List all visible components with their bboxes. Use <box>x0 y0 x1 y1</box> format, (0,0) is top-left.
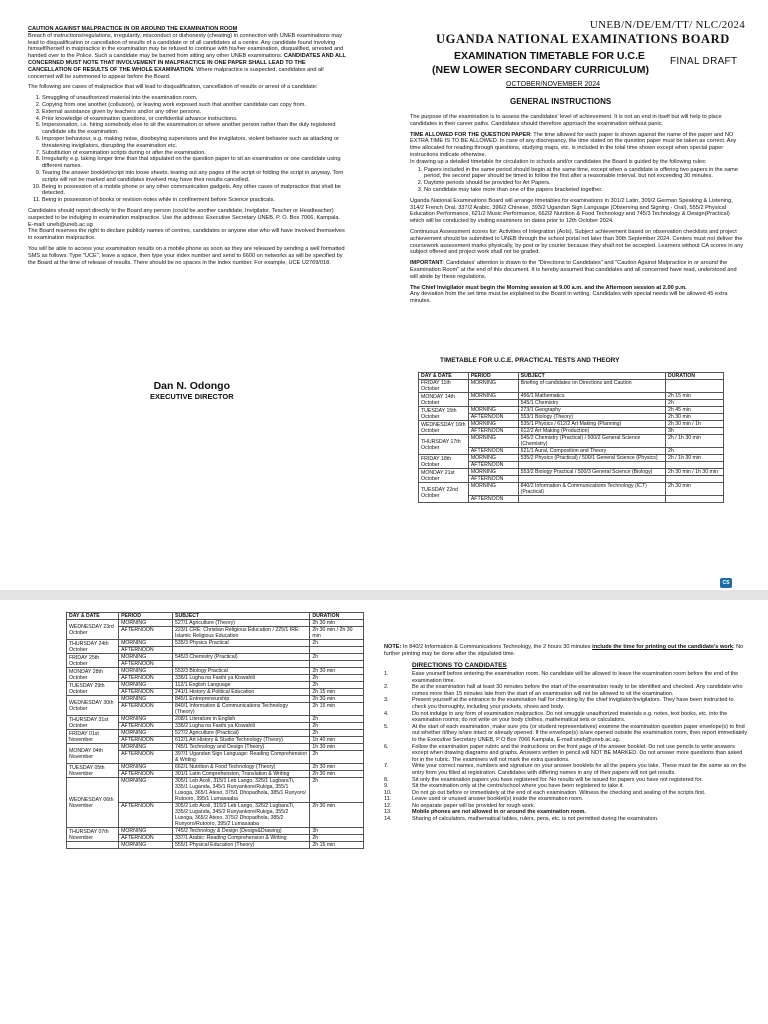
day-date-cell: MONDAY 21st October <box>419 469 469 483</box>
general-instructions-title: GENERAL INSTRUCTIONS <box>510 97 612 106</box>
period-cell: AFTERNOON <box>119 771 173 778</box>
malpractice-lead: The following are cases of malpractice that will lead to disqualification, cancellation of results or arrest of a candidate: <box>28 84 318 91</box>
duration-cell: 2h <box>310 716 364 723</box>
duration-cell: 2h 30 min <box>310 803 364 828</box>
direction-text: Mobile phones are not allowed in or around the examination room. <box>412 809 586 816</box>
day-date-cell: MONDAY 14th October <box>419 393 469 407</box>
direction-text: Sharing of calculators, mathematical tables, rulers, pens, etc. is not permitted during the examination. <box>412 816 659 823</box>
subject-cell <box>172 661 309 668</box>
malpractice-cases <box>28 95 350 204</box>
day-date-cell: MONDAY 28th October <box>67 668 119 682</box>
table-row <box>67 842 364 849</box>
malpractice-case: 10. Being in possession of a mobile phone or any other communication gadgets. Any other cases of malpractice that shall be detected. <box>42 184 350 198</box>
duration-cell: 2h 30 min <box>666 483 724 496</box>
day-date-cell: TUESDAY 22nd October <box>419 483 469 503</box>
table-row <box>67 778 364 803</box>
period-cell: MORNING <box>119 842 173 849</box>
table-row <box>67 696 364 703</box>
direction-text: Do not go out before or immediately at the end of each examination. Witness the checking and sealing of the scripts first. <box>412 789 706 796</box>
period-cell: MORNING <box>468 380 518 393</box>
column-header: SUBJECT <box>172 613 309 620</box>
duration-cell: 2h 30 min <box>310 620 364 627</box>
table-row <box>419 435 724 448</box>
direction-text: Sit the examination only at the centre/school where you have been registered to take it. <box>412 783 624 790</box>
period-cell: AFTERNOON <box>119 689 173 696</box>
table-header-row <box>67 613 364 620</box>
duration-cell: 2h <box>310 835 364 842</box>
period-cell: MORNING <box>468 483 518 496</box>
period-cell: AFTERNOON <box>119 647 173 654</box>
table-row <box>67 654 364 661</box>
timetable-rules <box>410 167 745 194</box>
duration-cell: 2h 15 min <box>310 689 364 696</box>
malpractice-title: CAUTION AGAINST MALPRACTICE IN OR AROUND THE EXAMINATION ROOM <box>28 26 238 32</box>
duration-cell: 2h <box>310 640 364 647</box>
subject-cell: 545/3 Chemistry (Practical) <box>172 654 309 661</box>
duration-cell: 2h <box>310 723 364 730</box>
day-date-cell: FRIDAY 18th October <box>419 455 469 469</box>
direction-item <box>384 809 748 816</box>
column-header: PERIOD <box>119 613 173 620</box>
table-row <box>419 421 724 428</box>
important-text: IMPORTANT: Candidates' attention is drawn to the "Directions to Candidates" and "Caution Against Malpractice in or around the Examination Room" at the end of this document. It is hereby assumed that candidates and all concerned have read, understood and will abide by these regulations. <box>410 260 737 280</box>
day-date-cell: WEDNESDAY 30th October <box>67 696 119 716</box>
duration-cell: 2h <box>666 448 724 455</box>
malpractice-intro: Breach of instructions/regulations, irregularity, misconduct or dishonesty (cheating) in connection with UNEB examinations may lead to disqualification or cancellation of results of a candidate or of all candidates at a centre. Any candidate found involving himself/herself in malpractice in the examination may be refused to continue with his/her examination, disqualified, arrested and handed over to the Police. Such a candidate may be barred from sitting any other UNEB examinations. CANDIDATES AND ALL CONCERNED MUST NOTE THAT INVOLVEMENT IN MALPRACTICE IN ONE PAPER SHALL LEAD TO THE CANCELLATION OF RESULTS OF THE WHOLE EXAMINATION. Where malpractice is suspected, candidates and all concerned will be summoned to appear before the Board. <box>28 32 346 80</box>
subject-cell: Briefing of candidates on Directions and Caution <box>518 380 665 393</box>
column-header: DAY & DATE <box>67 613 119 620</box>
subject-cell: 840/1 Information & Communications Technology (Theory) <box>172 703 309 716</box>
page-divider <box>0 590 768 600</box>
exam-session: OCTOBER/NOVEMBER 2024 <box>506 81 601 88</box>
general-instructions <box>410 114 745 309</box>
direction-item <box>384 684 748 697</box>
subject-cell: 840/2 Information & Communications Technology (ICT) (Practical) <box>518 483 665 496</box>
duration-cell <box>666 380 724 393</box>
subject-cell: 273/1 Geography <box>518 407 665 414</box>
period-cell: AFTERNOON <box>119 723 173 730</box>
duration-cell: 2h <box>310 730 364 737</box>
period-cell: AFTERNOON <box>468 496 518 503</box>
malpractice-case: 8. Irregularity e.g. taking longer time than that stipulated on the question paper to sit an examination or one candidate using different names. <box>42 156 350 170</box>
table-row <box>67 828 364 835</box>
direction-item <box>384 697 748 710</box>
direction-text: Ease yourself before entering the examination room. No candidate will be allowed to leave the examination room before the end of the examination time. <box>412 671 739 684</box>
draft-status: FINAL DRAFT <box>670 56 738 67</box>
duration-cell <box>666 476 724 483</box>
day-date-cell: FRIDAY 01st November <box>67 730 119 744</box>
period-cell: MORNING <box>468 435 518 448</box>
period-cell <box>468 400 518 407</box>
subject-cell <box>518 496 665 503</box>
period-cell: AFTERNOON <box>468 462 518 469</box>
duration-cell: 2h 45 min <box>666 407 724 414</box>
duration-cell <box>666 462 724 469</box>
malpractice-case: 3. External assistance given by teachers and/or any other persons. <box>42 109 350 116</box>
day-date-cell: TUESDAY 29th October <box>67 682 119 696</box>
subject-cell: 223/1 CRE: Christian Religious Education / 225/1 IRE: Islamic Religious Education <box>172 627 309 640</box>
document-code: UNEB/N/DE/EM/TT/ NLC/2024 <box>589 19 745 31</box>
period-cell: MORNING <box>468 469 518 476</box>
subject-cell: 305/1 Leb Acoli, 315/1 Leb Lango, 325/1 LugbaraTi, 335/1 Luganda, 345/1 Runyankore/Rukiga, 355/1 Lusoga, 365/1 Ateso, 375/1 Dhopadhola, 385/1 Runyoro/ Rutooro, 395/1 Lumasaaba <box>172 778 309 803</box>
subject-cell: 241/1 History & Political Education <box>172 689 309 696</box>
day-date-cell <box>67 842 119 849</box>
malpractice-case: 11. Being in possession of books or revision notes while in confinement before Science practicals. <box>42 197 350 204</box>
day-date-cell: WEDNESDAY 23rd October <box>67 620 119 640</box>
table-row <box>67 682 364 689</box>
table-row <box>67 764 364 771</box>
direction-number: 13. <box>384 809 392 816</box>
direction-item <box>384 816 748 823</box>
theory-timetable <box>66 612 364 849</box>
period-cell: AFTERNOON <box>119 737 173 744</box>
malpractice-case: 7. Substitution of examination scripts during or after the examination. <box>42 150 350 157</box>
direction-item <box>384 744 748 764</box>
signature-block <box>150 380 234 401</box>
rules-lead: In drawing up a detailed timetable for circulation to schools and/or candidates the Board is guided by the following rules: <box>410 158 707 165</box>
direction-item <box>384 783 748 790</box>
malpractice-case: 1. Smuggling of unauthorized material into the examination room. <box>42 95 350 102</box>
period-cell: AFTERNOON <box>119 661 173 668</box>
subject-cell: 305/2 Leb Acoli, 315/2 Leb Lango, 325/2 LugbaraTi, 335/2 Luganda, 345/2 Runyankore/Rukiga, 355/2 Lusoga, 365/2 Ateso, 375/2 Dhopadhola, 385/2 Runyoro/Rutooro, 395/2 Lumasaaba <box>172 803 309 828</box>
duration-cell: 2h <box>310 675 364 682</box>
malpractice-case: 2. Copying from one another (collusion), or leaving work exposed such that another candidate can copy from. <box>42 102 350 109</box>
direction-text: Sit only the examination papers you have registered for. No results will be issued for papers you have not registered for. <box>412 776 703 783</box>
report-email: E-mail: uneb@uneb.ac.ug <box>28 221 93 228</box>
duration-cell: 2h <box>666 400 724 407</box>
period-cell: MORNING <box>468 407 518 414</box>
direction-text: Follow the examination paper rubric and the instructions on the front page of the answer booklet. Do not use pencils to write answers except when drawing diagrams and graphs. Answers written in pencil will NOT BE MARKED. Do not answer more questions than asked for in the rubric. The examiners will not mark the extra questions. <box>412 743 743 763</box>
period-cell: MORNING <box>119 716 173 723</box>
malpractice-case: 6. Improper behaviour, e.g. making noise, disobeying supervisors and the invigilators, violent behavior such as attacking or threatening invigilators, disrupting the examination etc. <box>42 136 350 150</box>
day-date-cell: THURSDAY 31st October <box>67 716 119 730</box>
direction-number: 3. <box>384 697 389 704</box>
direction-item <box>384 777 748 784</box>
subject-cell: 337/1 Arabic: Reading Comprehension & Writing <box>172 835 309 842</box>
directions-list <box>384 671 748 823</box>
duration-cell: 2h 15 min <box>666 393 724 400</box>
practical-timetable <box>418 372 724 503</box>
board-name: UGANDA NATIONAL EXAMINATIONS BOARD <box>436 32 730 46</box>
direction-item <box>384 803 748 810</box>
period-cell: MORNING <box>119 696 173 703</box>
malpractice-section <box>28 26 350 270</box>
subject-cell <box>518 476 665 483</box>
direction-item <box>384 671 748 684</box>
period-cell: MORNING <box>468 455 518 462</box>
duration-cell: 2h 15 min <box>310 703 364 716</box>
subject-cell <box>518 462 665 469</box>
duration-cell <box>310 647 364 654</box>
subject-cell: 336/1 Lugha na Fasihi ya Kiswahili <box>172 675 309 682</box>
day-date-cell: THURSDAY 17th October <box>419 435 469 455</box>
direction-item <box>384 763 748 776</box>
duration-cell: 2h 30 min <box>666 414 724 421</box>
duration-cell: 2h 30 min <box>310 771 364 778</box>
subject-cell: 397/1 Ugandan Sign Language: Reading Comprehension & Writing <box>172 751 309 764</box>
table-row <box>419 407 724 414</box>
duration-cell: 2h 30 min / 1h 30 min <box>666 469 724 476</box>
duration-cell: 1h 40 min <box>310 737 364 744</box>
table-row <box>419 393 724 400</box>
subject-cell: 621/1 Aural, Composition and Theory <box>518 448 665 455</box>
duration-cell: 2h 30 min <box>310 668 364 675</box>
subject-cell: 301/1 Latin Comprehension, Translation & Writing <box>172 771 309 778</box>
curriculum-title: (NEW LOWER SECONDARY CURRICULUM) <box>432 64 649 76</box>
subject-cell: 112/1 English Language <box>172 682 309 689</box>
column-header: DAY & DATE <box>419 373 469 380</box>
period-cell: MORNING <box>119 682 173 689</box>
duration-cell: 2h / 1h 30 min <box>666 435 724 448</box>
period-cell: AFTERNOON <box>119 627 173 640</box>
session-times: The Chief Invigilator must begin the Morning session at 9.00 a.m. and the Afternoon session at 2.00 p.m. <box>410 284 687 291</box>
direction-text: Be at the examination hall at least 30 minutes before the start of the examination ready to be identified and checked. Any candidate who comes more than 15 minutes late from the start of an examination will not be allowed to sit the examination. <box>412 684 743 697</box>
duration-cell: 2h 30 min / 2h 30 min <box>310 627 364 640</box>
table-row <box>67 744 364 751</box>
direction-number: 5. <box>384 723 389 730</box>
table-row <box>67 716 364 723</box>
period-cell: AFTERNOON <box>119 835 173 842</box>
direction-number: 6. <box>384 743 389 750</box>
purpose-text: The purpose of the examination is to assess the candidates' level of achievement. It is not an end in itself but will help to place candidates in their career paths. Candidates should therefore approach the examination without panic. <box>410 114 722 127</box>
day-date-cell: THURSDAY 24th October <box>67 640 119 654</box>
subject-cell: 535/3 Physics Practical <box>172 640 309 647</box>
duration-cell: 2h 15 min <box>310 842 364 849</box>
period-cell: MORNING <box>119 778 173 803</box>
duration-cell: 2h / 1h 30 min <box>666 455 724 462</box>
table-row <box>419 469 724 476</box>
table-row <box>419 380 724 393</box>
subject-cell: 336/2 Lugha na Fasihi ya Kiswahili <box>172 723 309 730</box>
column-header: SUBJECT <box>518 373 665 380</box>
period-cell: MORNING <box>119 668 173 675</box>
subject-cell: 612/1 Art History & Studio Technology (Theory) <box>172 737 309 744</box>
subject-cell: 745/1 Technology and Design (Theory) <box>172 744 309 751</box>
day-date-cell: FRIDAY 11th October <box>419 380 469 393</box>
table-row <box>419 455 724 462</box>
direction-text: Write your correct names, numbers and signature on your answer booklets for all the papers you take. These must be the same as on the entry form you filled at registration. Candidates with differing names in any of their papers will not get results. <box>412 763 747 776</box>
direction-item <box>384 790 748 797</box>
period-cell: MORNING <box>468 421 518 428</box>
period-cell: MORNING <box>119 730 173 737</box>
malpractice-case: 9. Tearing the answer booklet/script into loose sheets, tearing out any pages of the script or folding the script in anyway. Torn scripts will not be marked and candidates involved may have their results cancelled. <box>42 170 350 184</box>
visiting-examiners-text: Uganda National Examinations Board will arrange timetables for examinations in 301/2 Latin, 309/2 German Speaking & Listening, 314/2 French Oral, 337/2 Arabic, 396/2 Chinese, 393/2 Ugandan Sign Language (Observing and Signing - Oral), 555/2 Physical Education Performance, 621/2 Music Performance, 662/2 Nutrition & Food Technology and 745/3 Technology & Design(Practical) which will be conducted by visiting examiners on dates prior to 12th October 2024. <box>410 197 733 225</box>
day-date-cell: WEDNESDAY 16th October <box>419 421 469 435</box>
column-header: DURATION <box>310 613 364 620</box>
malpractice-case: 5. Impersonation, i.e. hiring somebody else to sit the examination or where another person rather than the duly registered candidate sits the examination. <box>42 122 350 136</box>
subject-cell: 845/1 Entrepreneurship <box>172 696 309 703</box>
direction-number: 14. <box>384 816 392 823</box>
direction-text: At the start of each examination, make sure you (or student representatives) examine the examination question paper envelope(s) to find out whether it/they is/are intact or already opened. If the envelope(s) is/are opened outside the examination room, then report immediately to the Executive Secretary UNEB, P O Box 7066 Kampala, E-mail:uneb@uneb.ac.ug. <box>412 723 748 743</box>
day-date-cell: MONDAY 04th November <box>67 744 119 764</box>
direction-number: 11. <box>384 796 392 803</box>
subject-cell: 456/1 Mathematics <box>518 393 665 400</box>
day-date-cell: FRIDAY 25th October <box>67 654 119 668</box>
period-cell: MORNING <box>119 744 173 751</box>
table-row <box>67 620 364 627</box>
subject-cell: 527/2 Agriculture (Practical) <box>172 730 309 737</box>
direction-text: Do not indulge in any form of examination malpractice. Do not smuggle unauthorized materials e.g. notes, text books, etc. into the examination rooms; do not write on your body clothes, mathematical sets or calculators. <box>412 710 728 724</box>
period-cell: MORNING <box>468 393 518 400</box>
duration-cell <box>666 496 724 503</box>
duration-cell: 3h <box>310 828 364 835</box>
sms-text: You will be able to access your examination results on a mobile phone as soon as they are released by sending a well formatted SMS as follows: Type "UCE", leave a space, then type your index number and send to 6600 on networks as will be specified by the Board at the time of release of results. There should be no spaces in the index number. For example, UCE U2769/018. <box>28 245 345 266</box>
period-cell: MORNING <box>119 764 173 771</box>
period-cell: AFTERNOON <box>119 703 173 716</box>
table-row <box>67 668 364 675</box>
period-cell: MORNING <box>119 828 173 835</box>
subject-cell: 545/1 Chemistry <box>518 400 665 407</box>
subject-cell: 553/2 Biology Practical / 500/3 General Science (Biology) <box>518 469 665 476</box>
direction-number: 12. <box>384 802 392 809</box>
period-cell: AFTERNOON <box>119 803 173 828</box>
day-date-cell: THURSDAY 07th November <box>67 828 119 842</box>
timetable-rule: 3. No candidate may take more than one of the papers bracketed together. <box>424 187 745 194</box>
column-header: DURATION <box>666 373 724 380</box>
period-cell: AFTERNOON <box>119 675 173 682</box>
direction-number: 1. <box>384 671 389 677</box>
subject-cell: 208/1 Literature in English <box>172 716 309 723</box>
ict-note: NOTE: In 840/2 Information & Communications Technology, the 2 hours 30 minutes include the time for printing out the candidate's work. No further printing may be done after the stipulated time. <box>384 644 744 657</box>
subject-cell: 662/1 Nutrition & Food Technology (Theory) <box>172 764 309 771</box>
period-cell: MORNING <box>119 640 173 647</box>
subject-cell: 527/1 Agriculture (Theory) <box>172 620 309 627</box>
day-date-cell: TUESDAY 05th November <box>67 764 119 778</box>
subject-cell: 535/1 Physics / 612/2 Art Making (Planning) <box>518 421 665 428</box>
table-row <box>67 730 364 737</box>
practical-timetable-title: TIMETABLE FOR U.C.E. PRACTICAL TESTS AND THEORY <box>440 357 620 364</box>
direction-number: 4. <box>384 710 389 717</box>
direction-number: 7. <box>384 763 389 770</box>
subject-cell: 555/1 Physical Education (Theory) <box>172 842 309 849</box>
duration-cell: 2h <box>310 751 364 764</box>
direction-number: 8. <box>384 776 389 783</box>
table-row <box>67 640 364 647</box>
direction-item <box>384 711 748 724</box>
day-date-cell: WEDNESDAY 06th November <box>67 778 119 828</box>
malpractice-case: 4. Prior knowledge of examination questions, or confidential advance instructions. <box>42 116 350 123</box>
direction-text: Leave used or unused answer booklet(s) inside the examination room. <box>412 796 584 803</box>
table-header-row <box>419 373 724 380</box>
subject-cell: 612/2 Art Making (Production) <box>518 428 665 435</box>
duration-cell: 3h <box>666 428 724 435</box>
deviation-text: Any deviation from the set time must be explained to the Board in writing. Candidates with special needs will be allowed 45 extra minutes. <box>410 291 728 305</box>
direction-item <box>384 796 748 803</box>
direction-number: 10. <box>384 789 392 796</box>
duration-cell: 2h <box>310 682 364 689</box>
director-name: Dan N. Odongo <box>153 380 231 392</box>
scanner-badge: CS <box>720 578 732 588</box>
subject-cell: 745/2 Technology & Design (Design&Drawing) <box>172 828 309 835</box>
direction-number: 9. <box>384 783 389 790</box>
table-row <box>419 483 724 496</box>
duration-cell: 2h 30 min / 1h <box>666 421 724 428</box>
timetable-rule: 1. Papers included in the same period should begin at the same time, except when a candidate is offering two papers in the same period, the second paper should be timed to follow the first after a reasonable interval, but not exceeding 30 minutes. <box>424 167 745 181</box>
subject-cell: 535/2 Physics (Practical) / 500/1 General Science (Physics) <box>518 455 665 462</box>
direction-text: No separate paper will be provided for rough work. <box>412 802 536 809</box>
duration-cell: 2h <box>310 654 364 661</box>
continuous-assessment-text: Continuous Assessment scores for: Activities of Integration (AoIs), Subject achievement based on observation checklists and project achievement should be submitted to UNEB through the school portal not later than 30th September 2024. Centers must not deliver the coursework assessment marks physically, by post or by courier because they shall not be accepted. Learners without CA scores in any subject offered and project work shall not be graded. <box>410 228 744 256</box>
period-cell: AFTERNOON <box>119 751 173 764</box>
direction-number: 2. <box>384 684 389 691</box>
report-text: Candidates should report directly to the Board any person (could be another candidate, Invigilator, Teacher or Headteacher) suspected to be indulging in examination malpractice. Use the address: Executive Secretary UNEB, P. O. Box 7066, Kampala. <box>28 207 341 221</box>
director-title: EXECUTIVE DIRECTOR <box>150 392 234 401</box>
reserve-text: The Board reserves the right to declare publicly names of centres, candidates or anyone else who will have involved themselves in examination malpractice. <box>28 228 345 242</box>
duration-cell: 2h 30 min <box>310 764 364 771</box>
period-cell: AFTERNOON <box>468 448 518 455</box>
duration-cell <box>310 661 364 668</box>
timetable-rule: 2. Daytime periods should be provided for Art Papers. <box>424 180 745 187</box>
subject-cell: 545/2 Chemistry (Practical) / 500/2 General Science (Chemistry) <box>518 435 665 448</box>
day-date-cell: TUESDAY 15th October <box>419 407 469 421</box>
period-cell: AFTERNOON <box>468 476 518 483</box>
direction-text: Present yourself at the entrance to the examination hall for checking by the chief invigilator/invigilators. They have been instructed to check you thoroughly, including your pockets, shoes and body. <box>412 697 734 710</box>
subject-cell: 553/1 Biology (Theory) <box>518 414 665 421</box>
period-cell: MORNING <box>119 654 173 661</box>
duration-cell: 1h 30 min <box>310 744 364 751</box>
time-allowed-text: TIME ALLOWED FOR THE QUESTION PAPER: The time allowed for each paper is shown against the name of the paper and NO EXTRA TIME IS TO BE ALLOWED. In case of any discrepancy, the time stated on the question paper must be taken as correct. Any time allocated for reading through questions, studying maps, etc. is included in the total time shown except when special paper instructions indicate otherwise. <box>410 131 737 158</box>
period-cell: AFTERNOON <box>468 414 518 421</box>
column-header: PERIOD <box>468 373 518 380</box>
period-cell: AFTERNOON <box>468 428 518 435</box>
subject-cell <box>172 647 309 654</box>
exam-title: EXAMINATION TIMETABLE FOR U.C.E <box>454 50 645 62</box>
duration-cell: 2h <box>310 778 364 803</box>
page-two <box>0 600 768 1024</box>
subject-cell: 553/3 Biology Practical <box>172 668 309 675</box>
direction-item <box>384 724 748 744</box>
directions-title: DIRECTIONS TO CANDIDATES <box>412 662 507 669</box>
duration-cell: 2h 30 min <box>310 696 364 703</box>
period-cell: MORNING <box>119 620 173 627</box>
